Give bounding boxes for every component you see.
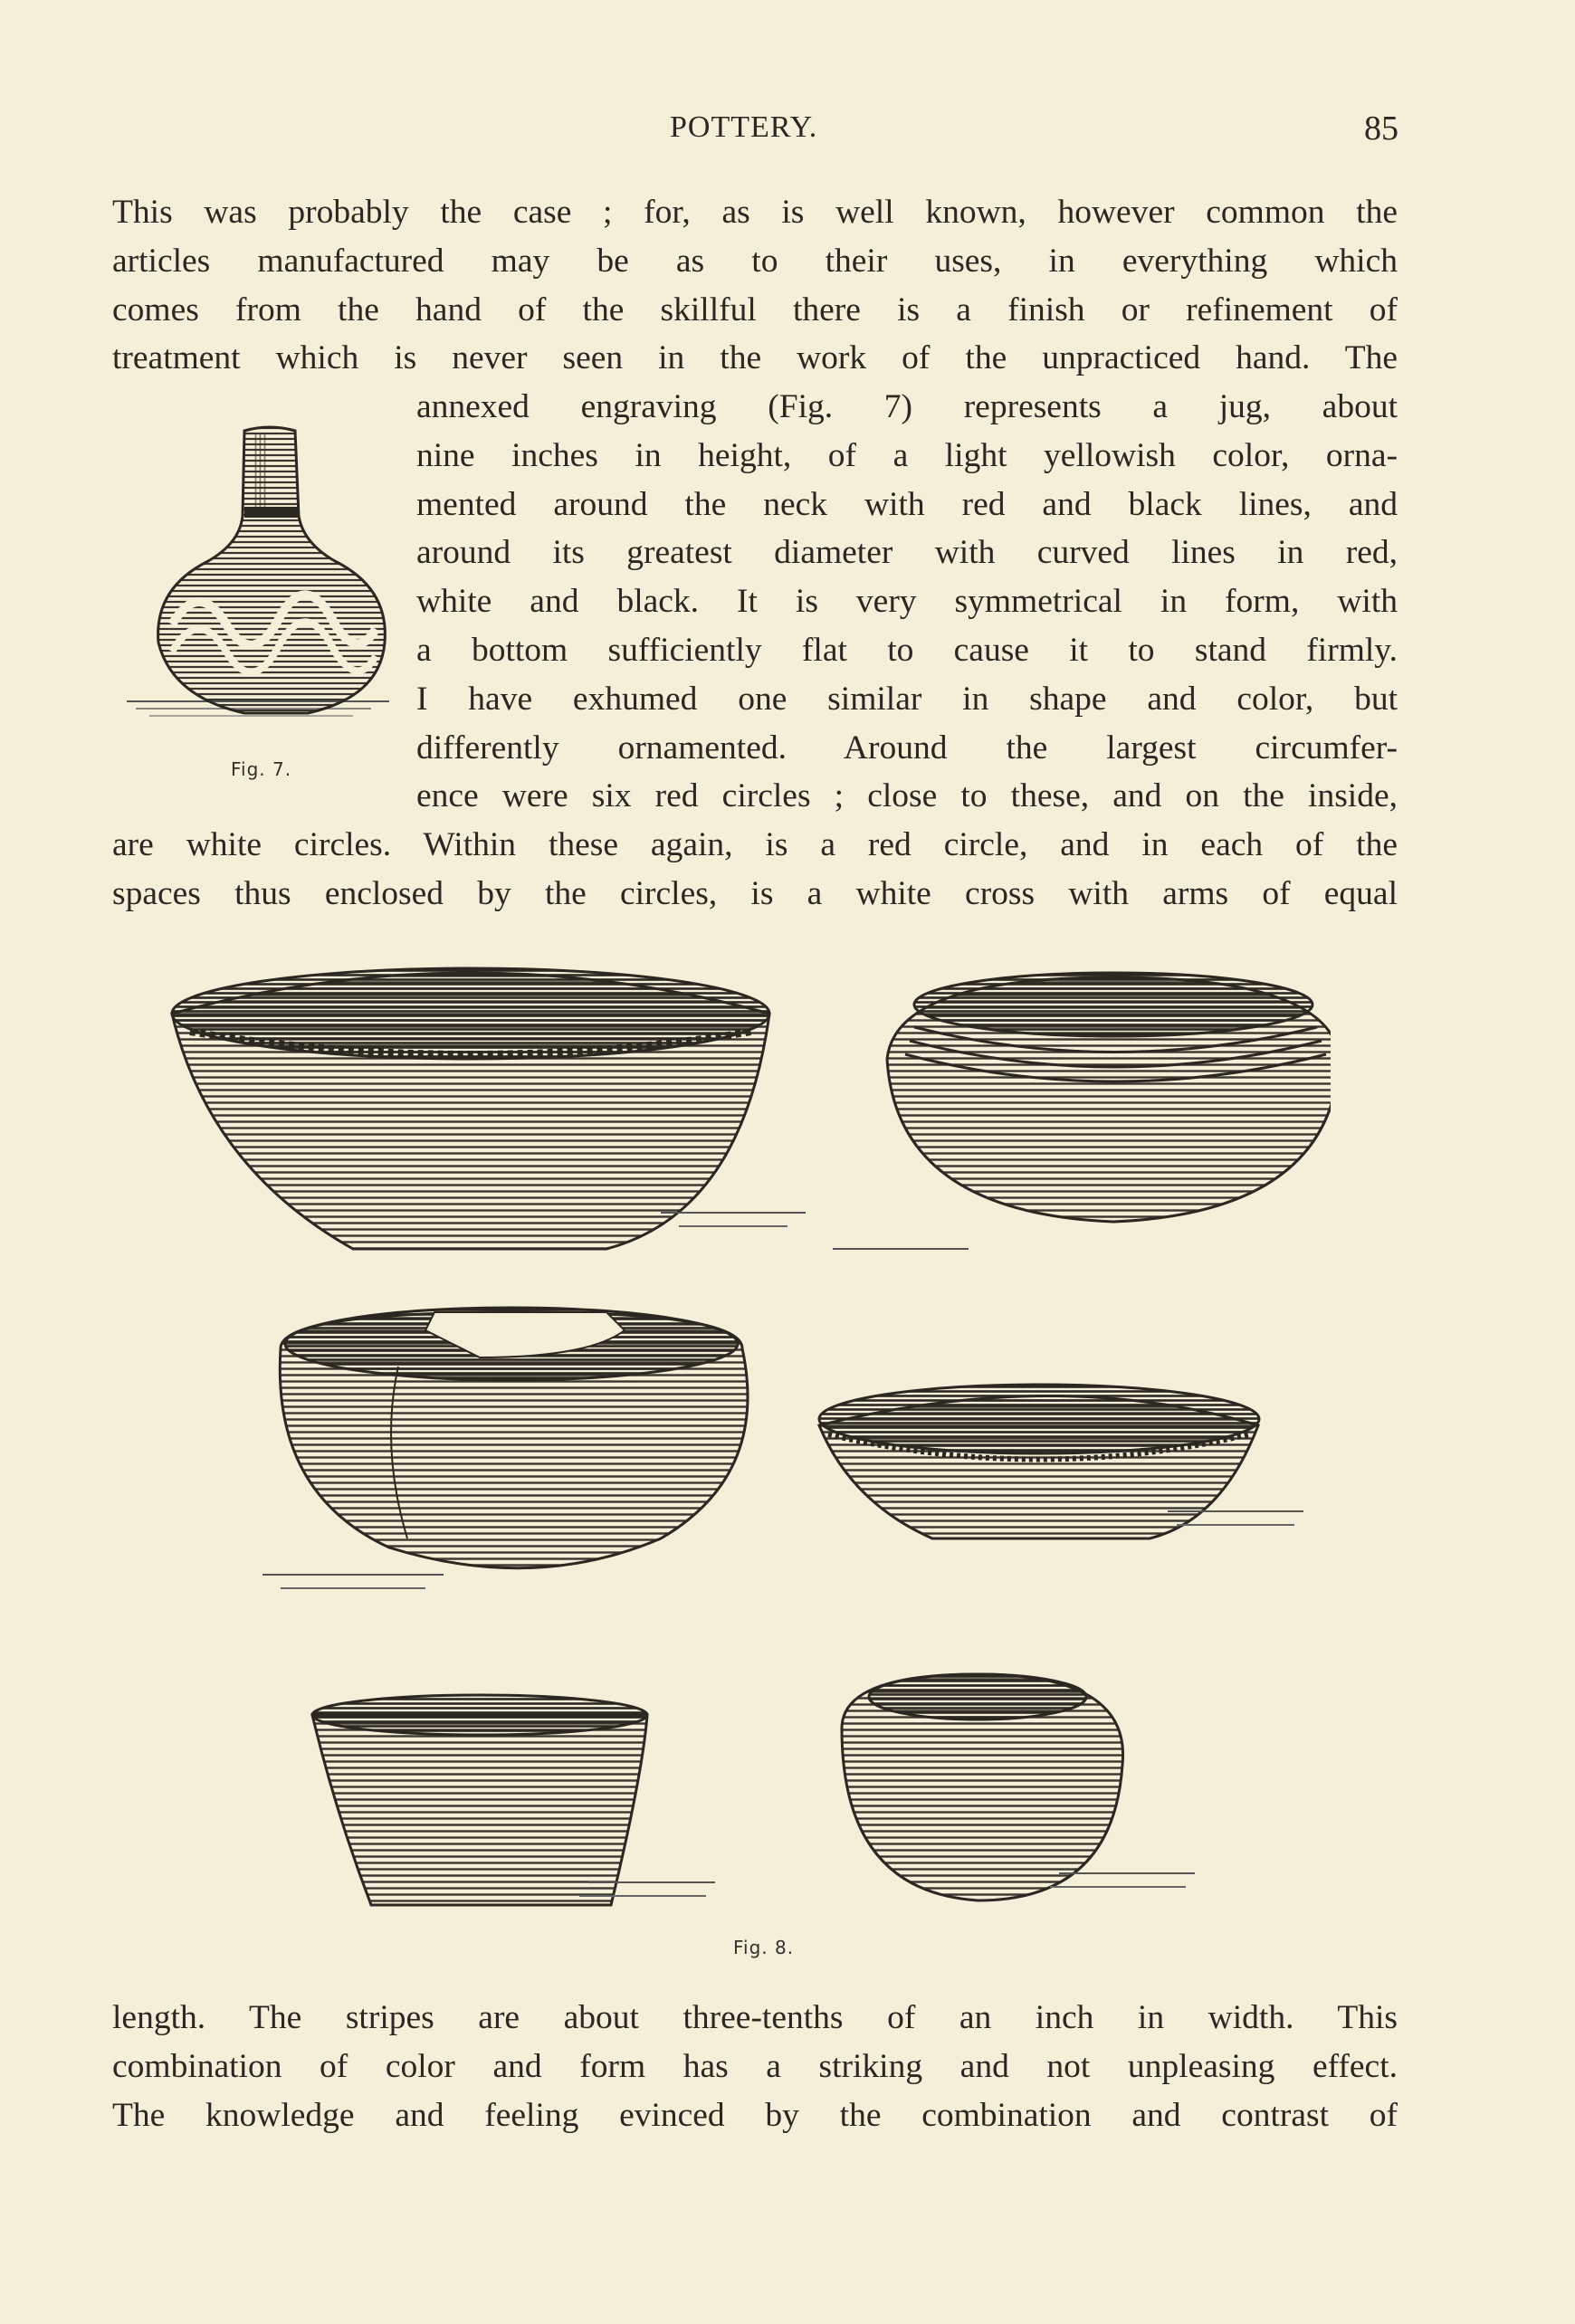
bowl-shallow-rope-rim — [819, 1385, 1303, 1538]
paragraph-bottom — [112, 1994, 1398, 2139]
text-line: length. The stripes are about three-tenths of an inch in width. This — [112, 1999, 1398, 2036]
text-line: white and black. It is very symmetrical in form, with — [416, 583, 1398, 621]
text-line: treatment which is never seen in the work of the unpracticed hand. The — [112, 339, 1398, 377]
text-line: nine inches in height, of a light yellowish color, orna- — [416, 436, 1398, 474]
text-line: differently ornamented. Around the largest circumfer- — [416, 729, 1398, 767]
paragraph-full-width — [112, 821, 1398, 919]
fig8-bowls-illustration — [154, 941, 1331, 1919]
bowl-large-conical — [172, 968, 806, 1249]
bowl-flat-straight — [312, 1695, 715, 1905]
text-line: spaces thus enclosed by the circles, is a white cross with arms of equal — [112, 874, 1398, 912]
text-line: The knowledge and feeling evinced by the combination and contrast of — [112, 2096, 1398, 2134]
text-line: articles manufactured may be as to their uses, in everything which — [112, 242, 1398, 280]
text-line: ence were six red circles ; close to these, and on the inside, — [416, 777, 1398, 815]
paragraph-wrap-around-figure — [416, 383, 1398, 821]
text-line: a bottom sufficiently flat to cause it to stand firmly. — [416, 631, 1398, 669]
text-line: mented around the neck with red and black lines, and — [416, 485, 1398, 523]
text-line: around its greatest diameter with curved lines in red, — [416, 534, 1398, 572]
bowl-small-globular — [842, 1674, 1195, 1900]
fig7-caption: Fig. 7. — [231, 758, 292, 780]
text-line: I have exhumed one similar in shape and color, but — [416, 680, 1398, 718]
bowl-cracked-globular — [262, 1308, 748, 1588]
bowl-ridged-round — [833, 973, 1331, 1249]
running-head-title: POTTERY. — [670, 110, 818, 144]
text-line: annexed engraving (Fig. 7) represents a jug, about — [416, 388, 1398, 425]
page-number: 85 — [1364, 110, 1398, 148]
paragraph-top — [112, 188, 1398, 383]
running-head — [0, 110, 1575, 156]
fig7-jug-illustration — [118, 425, 407, 751]
text-line: are white circles. Within these again, is a red circle, and in each of the — [112, 826, 1398, 863]
fig8-caption: Fig. 8. — [733, 1937, 795, 1958]
text-line: comes from the hand of the skillful there is a finish or refinement of — [112, 290, 1398, 329]
text-line: This was probably the case ; for, as is well known, however common the — [112, 194, 1398, 231]
text-line: combination of color and form has a striking and not unpleasing effect. — [112, 2047, 1398, 2085]
